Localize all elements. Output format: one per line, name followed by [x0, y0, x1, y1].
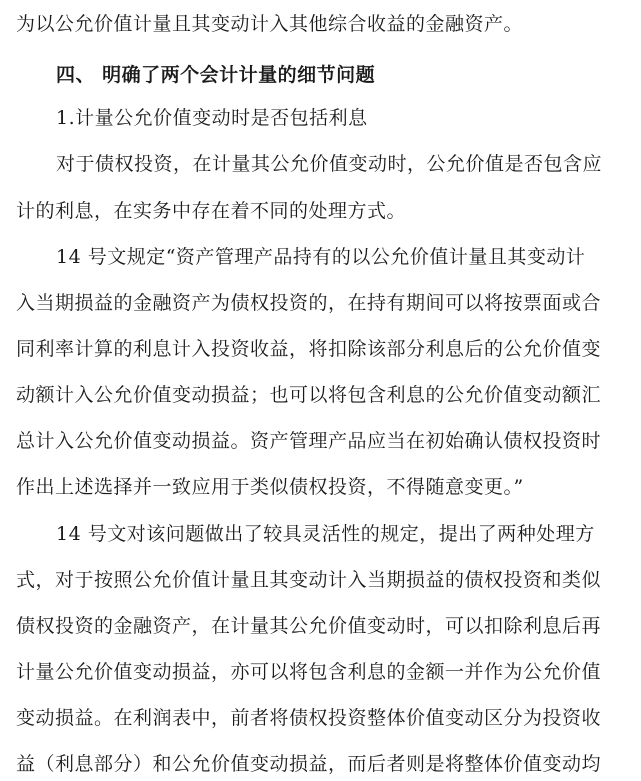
paragraph-line: 入当期损益的金融资产为债权投资的，在持有期间可以将按票面或合: [16, 292, 602, 314]
paragraph-line: 对于债权投资，在计量其公允价值变动时，公允价值是否包含应: [56, 153, 603, 175]
paragraph-line: 动额计入公允价值变动损益；也可以将包含利息的公允价值变动额汇: [16, 384, 602, 406]
subsection-heading: 1.计量公允价值变动时是否包括利息: [56, 107, 368, 129]
paragraph-line: 14 号文规定“资产管理产品持有的以公允价值计量且其变动计: [56, 246, 586, 268]
paragraph-line: 14 号文对该问题做出了较具灵活性的规定，提出了两种处理方: [56, 523, 595, 545]
paragraph-line: 变动损益。在利润表中，前者将债权投资整体价值变动区分为投资收: [16, 707, 602, 729]
section-heading: 四、 明确了两个会计计量的细节问题: [56, 64, 376, 86]
paragraph-line: 益（利息部分）和公允价值变动损益，而后者则是将整体价值变动均: [16, 753, 602, 775]
paragraph-line: 为以公允价值计量且其变动计入其他综合收益的金融资产。: [16, 13, 524, 35]
paragraph-line: 同利率计算的利息计入投资收益，将扣除该部分利息后的公允价值变: [16, 338, 602, 360]
paragraph-line: 作出上述选择并一致应用于类似债权投资，不得随意变更。”: [16, 476, 524, 498]
paragraph-line: 计量公允价值变动损益，亦可以将包含利息的金额一并作为公允价值: [16, 661, 602, 683]
paragraph-line: 债权投资的金融资产，在计量其公允价值变动时，可以扣除利息后再: [16, 615, 602, 637]
paragraph-line: 式，对于按照公允价值计量且其变动计入当期损益的债权投资和类似: [16, 569, 602, 591]
paragraph-line: 总计入公允价值变动损益。资产管理产品应当在初始确认债权投资时: [16, 430, 602, 452]
paragraph-line: 计的利息，在实务中存在着不同的处理方式。: [16, 200, 407, 222]
